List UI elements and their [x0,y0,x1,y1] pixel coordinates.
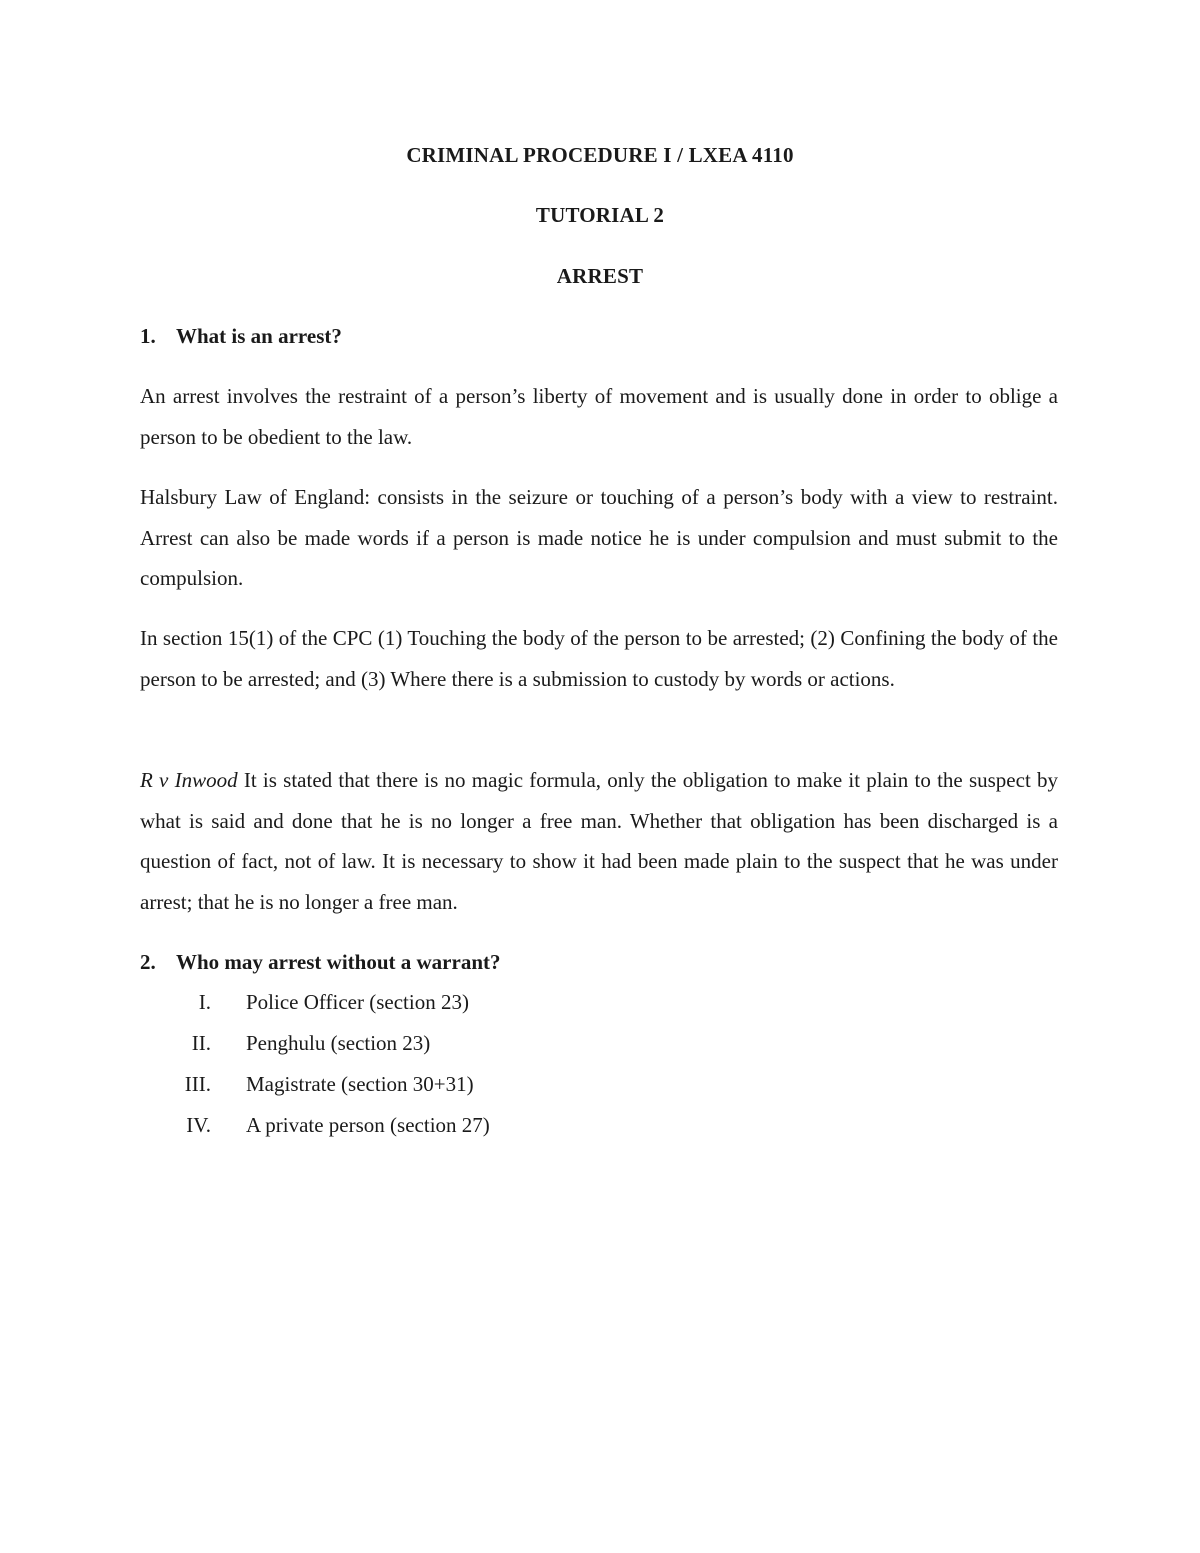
question-2-heading [140,950,501,975]
paragraph-section-15: In section 15(1) of the CPC (1) Touching the body of the person to be arrested; (2) Confining the body of the person to be arrested; and (3) Where there is a submission to custody by words or actions. [140,626,1058,691]
list-item-number: III. [184,1072,211,1096]
list-item-text: Magistrate (section 30+31) [246,1072,474,1096]
question-2-title: Who may arrest without a warrant? [176,950,501,974]
question-2-number: 2. [140,950,156,974]
case-text: It is stated that there is no magic formula, only the obligation to make it plain to the suspect by what is said and done that he is no longer a free man. Whether that obligation has been discharged is a question of fact, not of law. It is necessary to show it had been made plain to the suspect that he was under arrest; that he is no longer a free man. [140,768,1059,914]
case-name: R v Inwood [140,768,238,792]
list-item [0,1113,1200,1143]
list-item-number: IV. [186,1113,211,1137]
list-item-text: Police Officer (section 23) [246,990,469,1014]
question-1-heading [140,324,342,349]
tutorial-title: TUTORIAL 2 [535,203,665,227]
topic-title: ARREST [556,264,644,288]
list-item [0,1031,1200,1061]
list-item [0,990,1200,1020]
question-1-number: 1. [140,324,156,348]
paragraph-arrest-definition: An arrest involves the restraint of a person’s liberty of movement and is usually done in order to oblige a person to be obedient to the law. [140,384,1058,449]
course-title: CRIMINAL PROCEDURE I / LXEA 4110 [406,143,794,167]
list-item [0,1072,1200,1102]
paragraph-halsbury: Halsbury Law of England: consists in the seizure or touching of a person’s body with a view to restraint. Arrest can also be made words if a person is made notice he is under compulsion and must submit to the compulsion. [140,485,1058,590]
question-1-title: What is an arrest? [176,324,342,348]
list-item-number: II. [191,1031,211,1055]
list-item-text: A private person (section 27) [246,1113,490,1137]
paragraph-r-v-inwood [140,760,1058,922]
list-item-number: I. [198,990,211,1014]
list-item-text: Penghulu (section 23) [246,1031,431,1055]
